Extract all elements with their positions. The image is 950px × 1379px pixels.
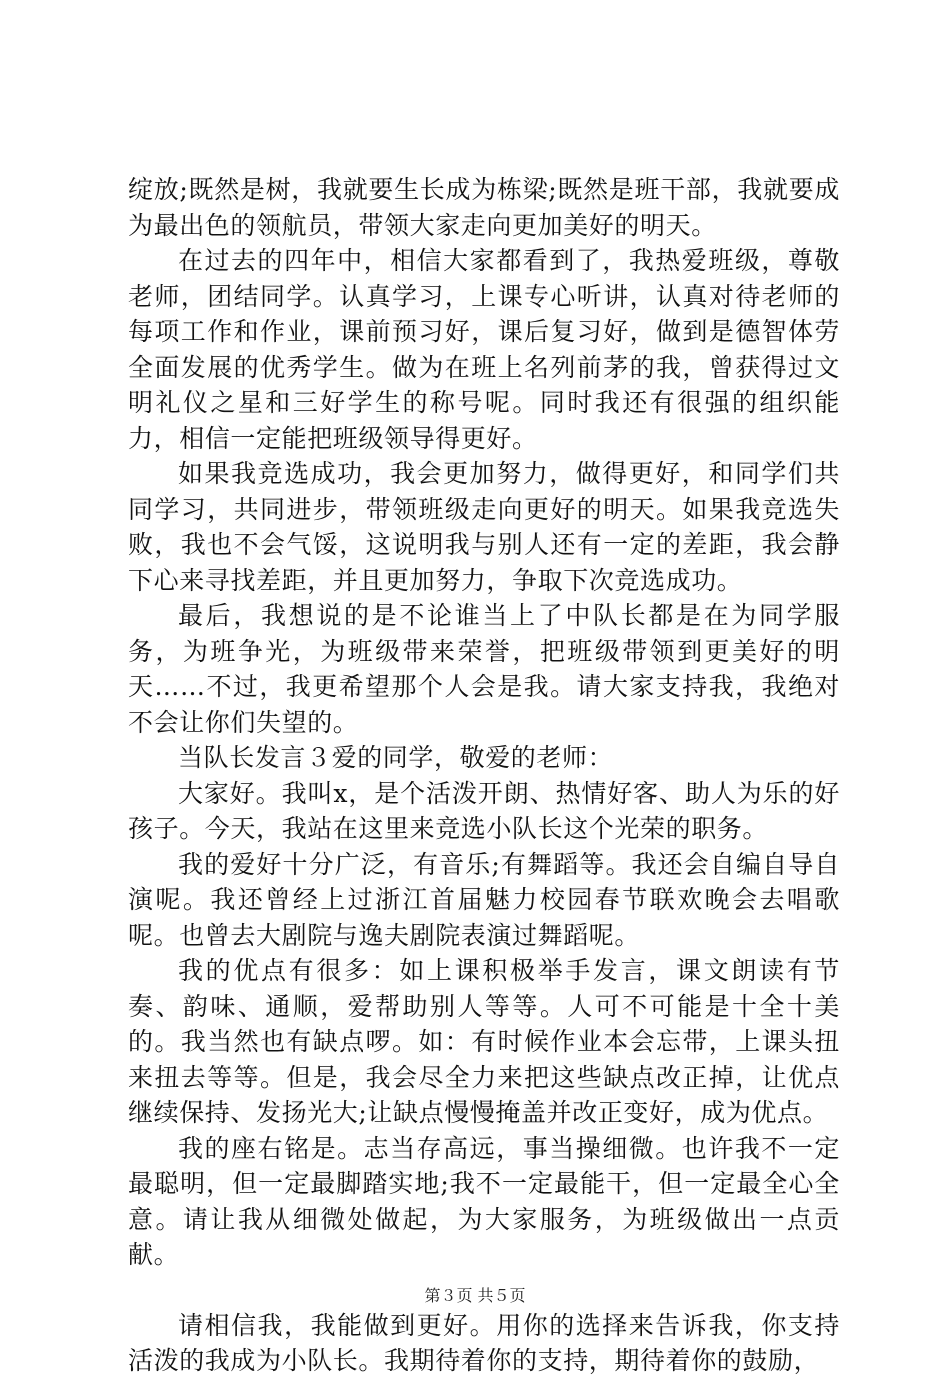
paragraph: 最后，我想说的是不论谁当上了中队长都是在为同学服务，为班争光，为班级带来荣誉，把班级带领到更美好的明天……不过，我更希望那个人会是我。请大家支持我，我绝对不会让你们失望的。 <box>128 601 840 737</box>
paragraph-continuation: 绽放;既然是树，我就要生长成为栋梁;既然是班干部，我就要成为最出色的领航员，带领大家走向更加美好的明天。 <box>128 175 840 240</box>
document-body <box>128 172 840 1379</box>
paragraph: 请相信我，我能做到更好。用你的选择来告诉我，你支持活泼的我成为小队长。我期待着你的支持，期待着你的鼓励， <box>128 1310 840 1375</box>
paragraph: 在过去的四年中，相信大家都看到了，我热爱班级，尊敬老师，团结同学。认真学习，上课专心听讲，认真对待老师的每项工作和作业，课前预习好，课后复习好，做到是德智体劳全面发展的优秀学生。做为在班上名列前茅的我，曾获得过文明礼仪之星和三好学生的称号呢。同时我还有很强的组织能力，相信一定能把班级领导得更好。 <box>128 246 840 453</box>
page-footer <box>0 1283 950 1306</box>
paragraph: 我的优点有很多：如上课积极举手发言，课文朗读有节奏、韵味、通顺，爱帮助别人等等。人可不可能是十全十美的。我当然也有缺点啰。如：有时候作业本会忘带，上课头扭来扭去等等。但是，我会尽全力来把这些缺点改正掉，让优点继续保持、发扬光大;让缺点慢慢掩盖并改正变好，成为优点。 <box>128 956 840 1127</box>
paragraph: 大家好。我叫x，是个活泼开朗、热情好客、助人为乐的好孩子。今天，我站在这里来竞选小队长这个光荣的职务。 <box>128 778 840 843</box>
paragraph: 我的爱好十分广泛，有音乐;有舞蹈等。我还会自编自导自演呢。我还曾经上过浙江首届魅力校园春节联欢晚会去唱歌呢。也曾去大剧院与逸夫剧院表演过舞蹈呢。 <box>128 849 840 950</box>
paragraph: 如果我竞选成功，我会更加努力，做得更好，和同学们共同学习，共同进步，带领班级走向更好的明天。如果我竞选失败，我也不会气馁，这说明我与别人还有一定的差距，我会静下心来寻找差距，并且更加努力，争取下次竞选成功。 <box>128 459 840 595</box>
paragraph: 我的座右铭是。志当存高远，事当操细微。也许我不一定最聪明，但一定最脚踏实地;我不一定最能干，但一定最全心全意。请让我从细微处做起，为大家服务，为班级做出一点贡献。 <box>128 1133 840 1269</box>
page-number: 第３页 共５页 <box>424 1286 526 1305</box>
section-heading: 当队长发言３爱的同学，敬爱的老师： <box>178 743 614 772</box>
